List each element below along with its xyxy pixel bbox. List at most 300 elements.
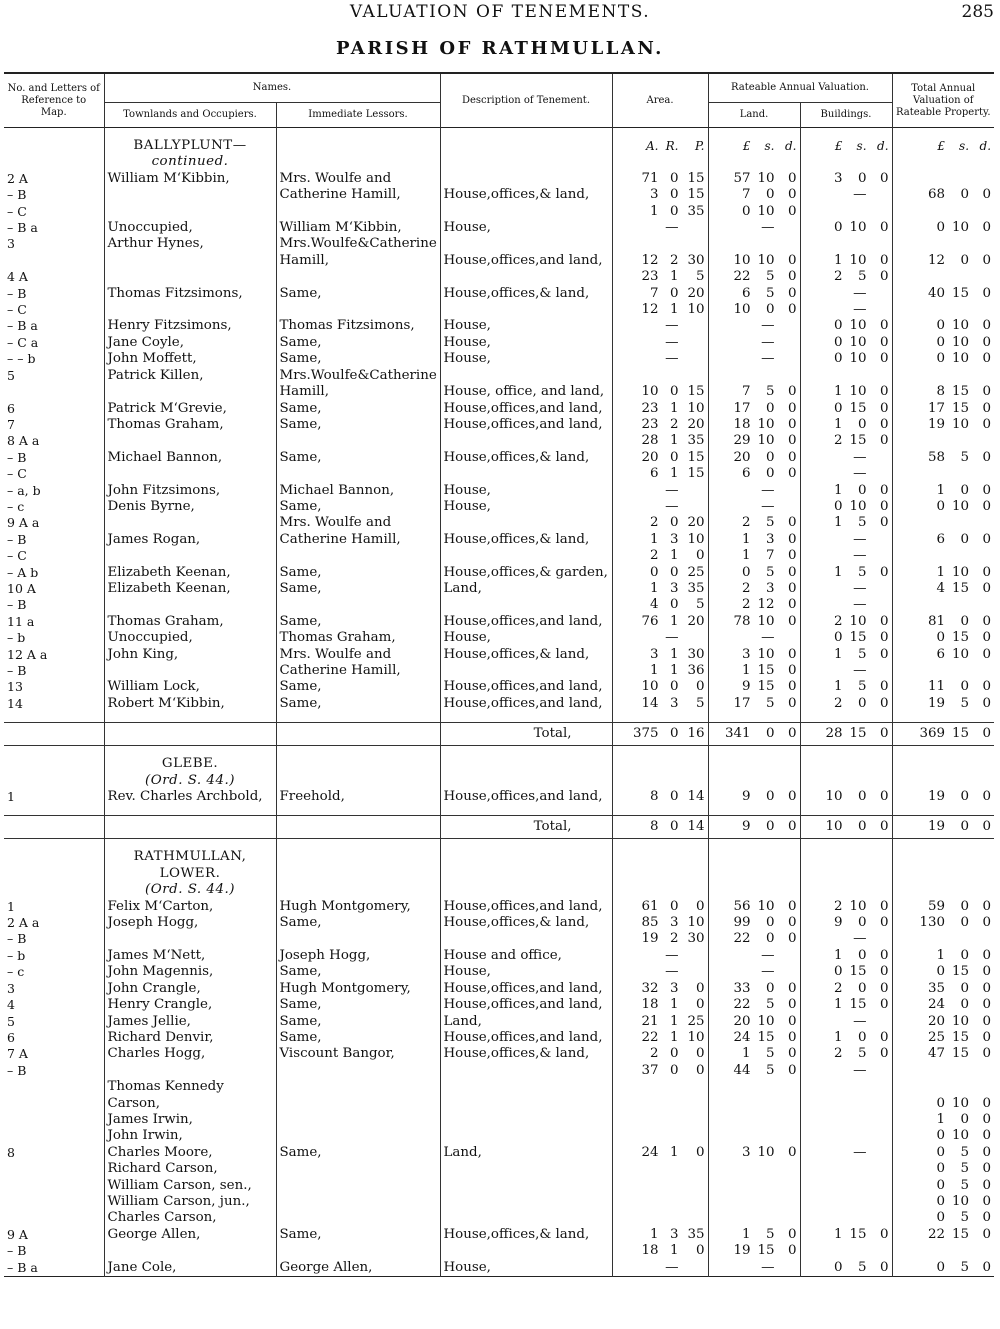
- table-row: [4, 384, 994, 400]
- gap-cell: [708, 805, 800, 816]
- total-valuation-part-1: 0: [960, 482, 970, 498]
- gap-cell: [4, 712, 104, 723]
- buildings-valuation: [800, 679, 892, 695]
- buildings-units-part-1: s.: [856, 139, 867, 153]
- total-valuation: [892, 1112, 994, 1128]
- occupier-name: Richard Carson,: [104, 1161, 276, 1177]
- map-reference: – A b: [7, 564, 39, 580]
- map-reference: 4 A: [7, 269, 28, 285]
- land-valuation: [708, 483, 800, 499]
- land-valuation-part-0: [717, 1260, 751, 1276]
- total-valuation-part-2: 0: [982, 695, 992, 711]
- land-valuation-part-2: 0: [787, 416, 797, 432]
- area-value-part-0: 28: [641, 433, 659, 449]
- buildings-valuation-part-1: —: [853, 1062, 867, 1078]
- buildings-valuation-part-1: 10: [849, 351, 867, 367]
- buildings-valuation-part-2: [867, 450, 889, 466]
- immediate-lessor: Same,: [276, 286, 440, 302]
- area-value-part-1: —: [665, 334, 679, 350]
- area-value-part-0: 71: [641, 170, 659, 186]
- buildings-valuation-part-0: [809, 663, 843, 679]
- total-valuation-part-1: 15: [951, 285, 970, 301]
- map-reference: 5: [7, 367, 15, 383]
- buildings-valuation-part-1: 0: [857, 789, 867, 805]
- total-valuation: [892, 997, 994, 1013]
- total-valuation-part-0: 17: [927, 400, 946, 416]
- buildings-valuation: [800, 614, 892, 630]
- land-valuation-part-2: 0: [787, 384, 797, 400]
- total-valuation-part-1: 10: [951, 564, 970, 580]
- total-valuation-part-0: 20: [927, 1013, 946, 1029]
- land-valuation-part-1: 15: [757, 663, 775, 678]
- total-valuation-part-1: 10: [951, 334, 970, 350]
- area-value-part-1: 1: [669, 400, 679, 416]
- buildings-valuation-part-0: 0: [833, 964, 843, 980]
- area-value-part-2: 30: [687, 931, 705, 947]
- land-valuation: [708, 335, 800, 351]
- empty-cell: [892, 882, 994, 898]
- area-value: [612, 466, 708, 482]
- section-name: RATHMULLAN,: [104, 849, 276, 865]
- immediate-lessor: Catherine Hamill,: [276, 187, 440, 203]
- parish-heading: PARISH OF RATHMULLAN.: [336, 38, 664, 59]
- buildings-valuation-part-0: 2: [833, 980, 843, 996]
- buildings-valuation: [800, 269, 892, 285]
- total-valuation: [892, 433, 994, 449]
- empty-cell: [612, 866, 708, 882]
- buildings-valuation-part-0: 0: [833, 334, 843, 350]
- gap-cell: [800, 712, 892, 723]
- total-valuation-part-0: 0: [936, 1259, 946, 1275]
- area-value-part-0: 14: [641, 695, 659, 711]
- total-valuation-part-2: 0: [982, 482, 992, 498]
- immediate-lessor: [276, 204, 440, 220]
- section-title-row: [4, 849, 994, 865]
- immediate-lessor: Same,: [276, 335, 440, 351]
- area-value-part-1: 2: [669, 252, 679, 268]
- land-valuation-part-0: 17: [733, 400, 751, 416]
- table-row: [4, 899, 994, 915]
- area-value-part-2: 10: [687, 302, 705, 318]
- tenement-description: House,: [440, 318, 612, 334]
- total-valuation-part-1: 0: [960, 531, 970, 547]
- land-valuation-part-1: —: [761, 498, 775, 514]
- buildings-valuation: [800, 204, 892, 220]
- land-valuation-part-2: 0: [787, 433, 797, 449]
- occupier-name: John Moffett,: [104, 351, 276, 367]
- immediate-lessor: [276, 1063, 440, 1079]
- empty-cell: [440, 154, 612, 170]
- area-value-part-1: —: [665, 630, 679, 646]
- area-value-part-0: 23: [641, 400, 659, 416]
- land-valuation-part-2: 0: [787, 1046, 797, 1062]
- area-value-part-2: [679, 483, 705, 499]
- total-valuation-part-0: 40: [927, 285, 946, 301]
- empty-cell: [892, 154, 994, 170]
- buildings-valuation-part-2: 0: [879, 482, 889, 498]
- occupier-name: Charles Moore,: [104, 1145, 276, 1161]
- total-valuation: [892, 1145, 994, 1161]
- buildings-valuation-part-2: 0: [879, 220, 889, 236]
- land-valuation: [708, 1079, 800, 1095]
- total-valuation: [892, 466, 994, 482]
- area-value: [612, 614, 708, 630]
- section-sub-row: [4, 773, 994, 789]
- area-value: [612, 351, 708, 367]
- total-valuation-part-0: 0: [936, 1095, 946, 1111]
- land-valuation-part-1: 0: [765, 466, 775, 482]
- immediate-lessor: Michael Bannon,: [276, 483, 440, 499]
- buildings-valuation-part-2: [867, 581, 889, 597]
- map-reference: – C: [7, 548, 27, 564]
- total-valuation: [892, 335, 994, 351]
- land-valuation: [708, 663, 800, 679]
- empty-cell: [708, 773, 800, 789]
- land-valuation-part-0: 19: [733, 1243, 751, 1259]
- area-value-part-1: —: [665, 947, 679, 963]
- land-valuation: [708, 187, 800, 203]
- area-value: [612, 1227, 708, 1243]
- buildings-valuation-part-0: 0: [833, 318, 843, 334]
- buildings-valuation-part-1: 10: [849, 252, 867, 268]
- area-value-part-0: 37: [641, 1062, 659, 1078]
- empty-cell: [612, 849, 708, 865]
- buildings-valuation: [800, 964, 892, 980]
- table-row: [4, 515, 994, 531]
- map-reference: 14: [7, 695, 23, 711]
- area-value-part-0: 21: [641, 1013, 659, 1029]
- map-reference: – B: [7, 931, 27, 947]
- land-valuation-part-1: 5: [765, 695, 775, 711]
- empty-cell: [276, 882, 440, 898]
- buildings-valuation-part-1: 10: [849, 613, 867, 629]
- total-valuation-part-2: 0: [982, 789, 992, 805]
- total-land: [708, 816, 800, 839]
- buildings-valuation-part-2: [867, 663, 889, 679]
- buildings-valuation: [800, 1063, 892, 1079]
- land-valuation: [708, 220, 800, 236]
- map-reference: – B: [7, 285, 27, 301]
- occupier-name: Jane Cole,: [104, 1260, 276, 1277]
- area-value-part-1: 0: [669, 203, 679, 219]
- section-title-row: [4, 866, 994, 882]
- land-valuation-part-2: 0: [787, 597, 797, 613]
- total-valuation: [892, 1194, 994, 1210]
- buildings-valuation-part-1: 15: [849, 433, 867, 449]
- buildings-valuation: [800, 597, 892, 613]
- total-valuation-part-2: 0: [982, 630, 992, 646]
- desc-cell: [440, 138, 612, 154]
- total-valuation-part-2: 0: [982, 679, 992, 695]
- section-sub-row: [4, 154, 994, 170]
- total-valuation-part-2: 0: [982, 1111, 992, 1127]
- total-area-part-0: 375: [632, 726, 659, 742]
- land-valuation: [708, 1128, 800, 1144]
- empty-cell: [276, 816, 440, 839]
- area-value-part-1: 3: [669, 580, 679, 596]
- valuation-table: [4, 72, 994, 1277]
- empty-cell: [276, 866, 440, 882]
- occupier-name: [104, 384, 276, 400]
- immediate-lessor: Catherine Hamill,: [276, 532, 440, 548]
- land-valuation-part-1: 10: [757, 203, 775, 219]
- area-value-part-0: 3: [649, 646, 659, 662]
- immediate-lessor: [276, 1178, 440, 1194]
- map-reference: – b: [7, 630, 26, 646]
- land-valuation-part-2: 0: [787, 170, 797, 186]
- buildings-valuation: [800, 483, 892, 499]
- total-valuation-part-2: 0: [982, 187, 992, 203]
- total-valuation-sum-part-0: 19: [927, 819, 946, 835]
- total-valuation-part-2: 0: [982, 915, 992, 931]
- total-valuation: [892, 286, 994, 302]
- land-valuation-part-1: —: [761, 947, 775, 963]
- buildings-valuation: [800, 581, 892, 597]
- buildings-valuation: [800, 997, 892, 1013]
- total-valuation: [892, 964, 994, 980]
- area-value-part-1: 1: [669, 1013, 679, 1029]
- land-valuation: [708, 1194, 800, 1210]
- tenement-description: House,offices,and land,: [440, 401, 612, 417]
- buildings-valuation-part-0: [809, 286, 843, 302]
- immediate-lessor: Mrs.Woulfe&Catherine: [276, 368, 440, 384]
- buildings-valuation-part-0: 1: [833, 252, 843, 268]
- area-value: [612, 1063, 708, 1079]
- buildings-valuation-part-2: [867, 532, 889, 548]
- land-valuation: [708, 1096, 800, 1112]
- immediate-lessor: Same,: [276, 1030, 440, 1046]
- area-value-part-0: 1: [649, 1226, 659, 1242]
- occupier-name: Jane Coyle,: [104, 335, 276, 351]
- total-valuation-part-1: 15: [951, 964, 970, 980]
- tenement-description: [440, 1063, 612, 1079]
- buildings-valuation-part-0: 1: [833, 997, 843, 1013]
- immediate-lessor: Same,: [276, 401, 440, 417]
- gap-cell: [800, 128, 892, 139]
- land-valuation: [708, 899, 800, 915]
- area-value-part-1: 0: [669, 597, 679, 613]
- immediate-lessor: Same,: [276, 351, 440, 367]
- buildings-valuation-part-0: [809, 1014, 843, 1030]
- total-valuation-part-0: 12: [927, 252, 946, 268]
- total-valuation-part-2: 0: [982, 400, 992, 416]
- area-value: [612, 948, 708, 964]
- buildings-valuation-part-0: 0: [833, 630, 843, 646]
- area-value-part-0: [629, 351, 659, 367]
- land-valuation-part-0: 10: [733, 302, 751, 318]
- occupier-name: William Carson, sen.,: [104, 1178, 276, 1194]
- gap-cell: [892, 746, 994, 757]
- buildings-valuation-part-2: [867, 302, 889, 318]
- area-value: [612, 1079, 708, 1095]
- occupier-name: [104, 931, 276, 947]
- buildings-valuation-part-0: 1: [833, 947, 843, 963]
- land-valuation-part-1: —: [761, 351, 775, 367]
- land-valuation: [708, 384, 800, 400]
- buildings-valuation-part-1: —: [853, 663, 867, 678]
- total-units-part-2: d.: [979, 139, 992, 153]
- area-value-part-2: 0: [695, 548, 705, 564]
- map-reference: [4, 1161, 104, 1177]
- total-valuation-sum-part-2: 0: [982, 726, 992, 742]
- tenement-description: House,: [440, 483, 612, 499]
- total-valuation: [892, 302, 994, 318]
- empty-cell: [708, 849, 800, 865]
- land-valuation: [708, 204, 800, 220]
- total-valuation-part-2: 0: [982, 1029, 992, 1045]
- gap-cell: [104, 805, 276, 816]
- land-valuation-part-1: 10: [757, 252, 775, 268]
- land-valuation-part-2: 0: [787, 1144, 797, 1160]
- occupier-name: Arthur Hynes,: [104, 236, 276, 252]
- table-row: [4, 236, 994, 252]
- buildings-valuation: [800, 548, 892, 564]
- table-row: [4, 1030, 994, 1046]
- immediate-lessor: Same,: [276, 499, 440, 515]
- total-valuation-part-1: 0: [960, 898, 970, 914]
- land-valuation-part-2: [775, 948, 797, 964]
- area-value-part-2: 5: [695, 695, 705, 711]
- area-value-part-2: 25: [687, 1013, 705, 1029]
- occupier-name: [104, 253, 276, 269]
- table-row: [4, 450, 994, 466]
- land-valuation-part-2: 0: [787, 580, 797, 596]
- section-subtitle: (Ord. S. 44.): [104, 773, 276, 789]
- buildings-valuation: [800, 187, 892, 203]
- section-name-line2: LOWER.: [104, 866, 276, 882]
- area-value-part-2: 15: [687, 466, 705, 482]
- occupier-name: [104, 1243, 276, 1259]
- area-value-part-0: 23: [641, 269, 659, 285]
- empty-cell: [708, 154, 800, 170]
- immediate-lessor: Thomas Fitzsimons,: [276, 318, 440, 334]
- total-valuation-part-1: 5: [960, 1259, 970, 1275]
- land-valuation: [708, 679, 800, 695]
- gap-cell: [612, 805, 708, 816]
- map-reference: [4, 1128, 104, 1144]
- land-units-part-2: d.: [785, 139, 797, 153]
- tenement-description: [440, 269, 612, 285]
- section-title-row: [4, 756, 994, 772]
- occupier-name: [104, 548, 276, 564]
- land-valuation-part-0: 0: [741, 564, 751, 580]
- tenement-description: [440, 204, 612, 220]
- empty-cell: [800, 866, 892, 882]
- total-valuation-part-0: 11: [927, 679, 946, 695]
- area-value: [612, 1145, 708, 1161]
- area-value-part-2: 0: [695, 997, 705, 1013]
- area-value-part-0: [629, 318, 659, 334]
- total-valuation-part-0: 1: [936, 564, 946, 580]
- land-valuation-part-0: 20: [733, 1013, 751, 1029]
- land-valuation: [708, 1161, 800, 1177]
- total-valuation: [892, 1260, 994, 1277]
- buildings-valuation-part-2: [867, 1063, 889, 1079]
- buildings-valuation-part-1: —: [853, 1013, 867, 1029]
- total-valuation-part-0: 6: [936, 531, 946, 547]
- land-valuation-part-2: 0: [787, 548, 797, 564]
- total-valuation-sum: [892, 723, 994, 746]
- land-valuation-part-0: 7: [741, 384, 751, 400]
- tenement-description: House,offices,& land,: [440, 450, 612, 466]
- buildings-valuation-part-1: 15: [849, 964, 867, 980]
- area-value-part-1: 2: [669, 416, 679, 432]
- table-row: [4, 499, 994, 515]
- buildings-valuation-part-2: 0: [879, 997, 889, 1013]
- immediate-lessor: Mrs.Woulfe&Catherine: [276, 236, 440, 252]
- land-valuation-part-0: 2: [741, 515, 751, 531]
- total-valuation-part-0: 0: [936, 351, 946, 367]
- area-value: [612, 1096, 708, 1112]
- land-valuation: [708, 565, 800, 581]
- buildings-valuation: [800, 1161, 892, 1177]
- land-valuation-part-1: 0: [765, 302, 775, 318]
- area-value: [612, 433, 708, 449]
- total-valuation-part-1: 10: [951, 1013, 970, 1029]
- buildings-valuation-part-2: [867, 286, 889, 302]
- immediate-lessor: Thomas Graham,: [276, 630, 440, 646]
- table-row: [4, 335, 994, 351]
- land-valuation: [708, 466, 800, 482]
- map-reference: 1: [7, 898, 15, 914]
- map-reference: 5: [7, 1013, 15, 1029]
- land-valuation: [708, 302, 800, 318]
- land-valuation-part-0: 57: [733, 170, 751, 186]
- total-valuation-part-1: 15: [951, 400, 970, 416]
- buildings-valuation-part-1: 0: [857, 482, 867, 498]
- immediate-lessor: Same,: [276, 997, 440, 1013]
- land-valuation-part-0: 56: [733, 898, 751, 914]
- total-valuation: [892, 384, 994, 400]
- area-value-part-0: [629, 335, 659, 351]
- immediate-lessor: William M‘Kibbin,: [276, 220, 440, 236]
- area-value-part-1: 0: [669, 384, 679, 400]
- buildings-valuation-part-2: 0: [879, 898, 889, 914]
- occupier-name: [104, 515, 276, 531]
- total-valuation-part-2: 0: [982, 1013, 992, 1029]
- land-valuation-part-0: 22: [733, 997, 751, 1013]
- empty-cell: [612, 882, 708, 898]
- gap-cell: [612, 839, 708, 850]
- area-value-part-1: 3: [669, 531, 679, 547]
- gap-cell: [4, 805, 104, 816]
- total-valuation-part-1: 10: [951, 498, 970, 514]
- tenement-description: [440, 1161, 612, 1177]
- total-valuation-part-1: 0: [960, 679, 970, 695]
- occupier-name: James Irwin,: [104, 1112, 276, 1128]
- land-valuation: [708, 597, 800, 613]
- total-valuation-part-1: 15: [951, 1029, 970, 1045]
- area-value-part-2: 0: [695, 679, 705, 695]
- buildings-valuation-part-0: 1: [833, 482, 843, 498]
- tenement-description: House,: [440, 630, 612, 646]
- total-valuation-part-0: 19: [927, 695, 946, 711]
- immediate-lessor: Mrs. Woulfe and: [276, 647, 440, 663]
- buildings-units: [800, 138, 892, 154]
- tenement-description: House,offices,& land,: [440, 532, 612, 548]
- tenement-description: House,offices,and land,: [440, 253, 612, 269]
- empty-cell: [800, 756, 892, 772]
- buildings-valuation: [800, 351, 892, 367]
- area-value-part-0: 12: [641, 302, 659, 318]
- land-valuation: [708, 1178, 800, 1194]
- land-valuation-part-0: 6: [741, 466, 751, 482]
- area-value: [612, 981, 708, 997]
- land-units-part-0: £: [742, 139, 751, 153]
- area-value-part-2: [679, 335, 705, 351]
- occupier-name: John Fitzsimons,: [104, 483, 276, 499]
- immediate-lessor: [276, 1079, 440, 1095]
